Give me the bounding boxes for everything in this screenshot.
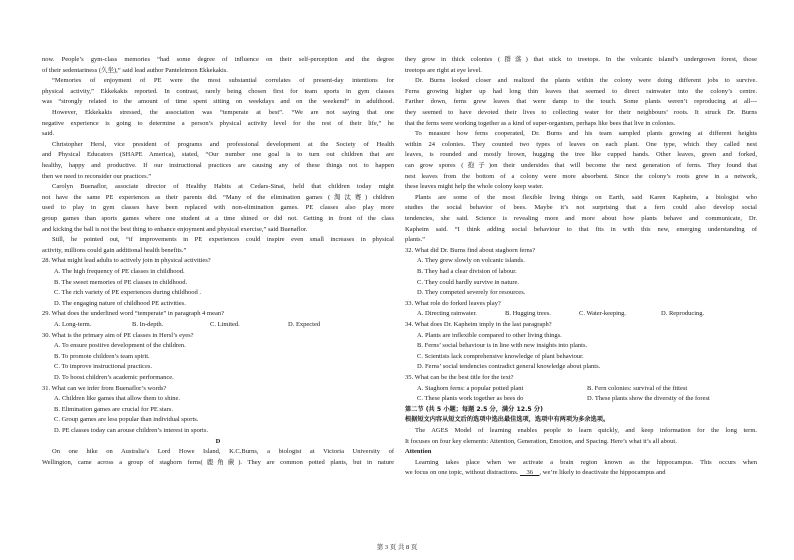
paragraph-line: activity, millions could gain additional health benefits.” — [42, 246, 187, 254]
answer-option: D. The engaging nature of childhood PE activities. — [54, 299, 186, 307]
paragraph-line: now. People’s gym-class memories “had some degree of influence on their self-perception and the degree — [42, 56, 394, 63]
paragraph-line: nest leaves from the bottom of a colony were more absorbent. Since the colony’s roots grew in a network, — [405, 172, 757, 180]
answer-option: A. Children like games that allow them to shine. — [54, 395, 181, 403]
answer-option: D. These plants show the diversity of the forest — [587, 395, 710, 403]
paragraph-line: Learning takes place when we activate a brain region known as the hippocampus. This occurs when — [415, 458, 757, 466]
paragraph-line: then we need to reconsider our practices.” — [42, 172, 152, 180]
line-text: we focus on one topic, without distractions. — [405, 469, 519, 477]
paragraph-line: group games than sports games where one student at a time shined or did not. Getting in front of the class — [42, 215, 394, 222]
paragraph-line: Plants are some of the most flexible living things on Earth, said Karen Kapheim, a biologist who — [415, 193, 757, 201]
blank-36 — [520, 469, 540, 476]
question-stem: 34. What does Dr. Kapheim imply in the last paragraph? — [405, 321, 552, 328]
paragraph-line: Christopher Hersl, vice president of programs and professional development at the Society of Health — [52, 140, 394, 148]
question-stem: 35. What can be the best title for the text? — [405, 374, 514, 381]
answer-option: D. Ferns’ social tendencies contradict general knowledge about plants. — [417, 363, 601, 371]
paragraph-line: On one hike on Australia’s Lord Howe Island, K.C.Burns, a biologist at Victoria University of — [52, 448, 394, 456]
answer-option: D. They competed severely for resources. — [417, 289, 526, 297]
answer-option: B. Elimination games are crucial for PE stars. — [54, 405, 173, 413]
option-row — [405, 309, 757, 318]
answer-option: D. Expected — [288, 321, 321, 328]
answer-option: C. These plants work together as bees do — [417, 395, 524, 403]
paragraph-line: To measure how ferns cooperated, Dr. Burns and his team sampled plants growing at different heights — [415, 130, 757, 138]
answer-option: C. Group games are less popular than individual sports. — [54, 416, 199, 424]
option-row — [42, 320, 394, 329]
paragraph-line: treetops are right at eye level. — [405, 66, 482, 74]
answer-option: B. Ferns’ social behaviour is in line with new insights into plants. — [417, 342, 588, 350]
section-instructions: 根据短文内容从短文后的选项中选出最佳选项，选项中有两项为多余选项。 — [405, 416, 610, 424]
paragraph-line: can grow spores (孢子)on their undersides that will become the next generation of ferns. They found that — [405, 162, 757, 169]
line-text: , we’re likely to deactivate the hippocampus and — [539, 469, 666, 477]
answer-option: C. Water-keeping. — [579, 310, 627, 318]
answer-option: C. Limited. — [210, 321, 240, 328]
answer-option: B. To promote children’s team spirit. — [54, 352, 150, 360]
section-title: 第二节 (共 5 小题；每题 2.5 分，满分 12.5 分) — [405, 405, 543, 413]
subsection-heading: Attention — [405, 448, 432, 456]
question-stem: 28. What might lead adults to actively join in physical activities? — [42, 257, 211, 265]
answer-option: C. The rich variety of PE experiences during childhood . — [54, 289, 201, 297]
paragraph-line — [405, 468, 757, 477]
answer-option: A. To ensure positive development of the children. — [54, 342, 186, 350]
paragraph-line: physical activity,” Ekkekakis reported. In contrast, rarely being chosen first for team sports in gym classes — [42, 87, 394, 95]
option-row — [405, 384, 757, 393]
question-stem: 29. What does the underlined word “temperate” in paragraph 4 mean? — [42, 310, 224, 318]
paragraph-line: Still, he pointed out, “if improvements in PE experiences could inspire even small increases in physical — [52, 236, 394, 244]
paragraph-line: not have the same PE experiences as their parents did. “Many of the elimination games (淘汰赛) children — [42, 193, 394, 201]
paragraph-line: The AGES Model of learning enables people to learn quickly, and keep information for the long term. — [415, 427, 757, 434]
paragraph-line: Kapheim said. “I think adding social behaviour to that fits in with this new, emerging understanding of — [405, 225, 757, 233]
paragraph-line: It focuses on four key elements: Attention, Generation, Emotion, and Spacing. Here’s what it’s all about. — [405, 437, 677, 445]
paragraph-line: Ferns growing higher up had long thin leaves that seemed to direct rainwater into the colony’s centre. — [405, 87, 757, 95]
answer-option: C. To improve instructional practices. — [54, 363, 152, 371]
paragraph-line: negative experience is going to determine a person’s physical activity level for the rest of their life,” he — [42, 119, 394, 127]
answer-option: A. Plants are inflexible compared to other living things. — [417, 331, 562, 339]
paragraph-line: leaves, is rounded and mostly brown, hugging the tree like cupped hands. Other leaves, green and forked, — [405, 151, 757, 159]
answer-option: A. Long-term. — [54, 321, 92, 328]
paragraph-line: plants.” — [405, 236, 426, 244]
answer-option: B. They had a clear division of labour. — [417, 268, 517, 275]
answer-option: D. To boost children’s academic performance. — [54, 374, 174, 381]
option-row — [405, 394, 757, 403]
paragraph-line: “Memories of enjoyment of PE were the most substantial correlates of present-day intentions for — [52, 77, 394, 85]
paragraph-line: within 24 colonies. They counted two types of leaves on each plant. One type, which they called nest — [405, 140, 757, 148]
question-stem: 33. What role do forked leaves play? — [405, 299, 501, 307]
paragraph-line: However, Ekkekakis stressed, the association was “temperate at best”. “We are not saying that one — [52, 109, 394, 116]
question-stem: 31. What can we infer from Buenaflor’s words? — [42, 384, 167, 392]
paragraph-line: Carolyn Buenaflor, associate director of Healthy Habits at Cedars-Sinai, held that children today might — [52, 183, 394, 191]
paragraph-line: Farther down, ferns grew leaves that were damp to the touch. Some plants weren’t reproducing at all--- — [405, 98, 757, 106]
paragraph-line: of their sedentariness (久坐),” said lead author Panteleimon Ekkekakis. — [42, 66, 228, 74]
answer-option: A. They grew slowly on volcanic islands. — [417, 257, 525, 265]
question-stem: 30. What is the primary aim of PE classes in Hersl’s eyes? — [42, 331, 194, 339]
answer-option: A. Staghorn ferns: a popular potted plant — [417, 384, 524, 392]
question-stem: 32. What did Dr. Burns find about staghorn ferns? — [405, 246, 536, 254]
paragraph-line: that the ferns were working together as a kind of super-organism, perhaps like bees that live in colonies. — [405, 119, 676, 127]
answer-option: B. Hugging trees. — [505, 310, 551, 318]
answer-option: C. Scientists lack comprehensive knowledge of plant behaviour. — [417, 352, 584, 360]
answer-option: C. They could hardly survive in nature. — [417, 278, 520, 286]
paragraph-line: Dr. Burns looked closer and realized the plants within the colony were doing different jobs to survive. — [415, 77, 757, 85]
page-footer: 第 3 页 共 8 页 — [376, 544, 418, 551]
paragraph-line: and kicking the ball is not the best thing to enhance enjoyment and physical exercise,” said Buenaflor. — [42, 225, 308, 233]
paragraph-line: these leaves might help the whole colony keep water. — [405, 183, 544, 191]
section-heading: D — [215, 437, 221, 445]
paragraph-line: tendencies, she said. Science is revealing more and more about how plants behave and communicate, Dr. — [405, 215, 757, 222]
paragraph-line: used to play in gym classes have been replaced with non-elimination games. PE classes also play more — [42, 204, 394, 212]
answer-option: A. The high frequency of PE classes in childhood. — [54, 268, 185, 275]
paragraph-line: and Physical Educators (SHAPE America), stated, “Our number one goal is to turn out children that are — [42, 151, 394, 159]
answer-option: A. Directing rainwater. — [417, 310, 477, 318]
answer-option: D. PE classes today can arouse children’s interest in sports. — [54, 427, 208, 434]
paragraph-line: studies the social behavior of bees. Maybe it’s not surprising that a fern could also develop social — [405, 204, 757, 212]
paragraph-line: healthy, happy and productive. If our instructional practices are causing any of these things not to happen — [42, 162, 394, 169]
paragraph-line: was “strongly related to the amount of time spent sitting on weekdays and on the weekend” in adulthood. — [42, 98, 394, 106]
paragraph-line: Wellington, came across a group of staghorn ferns(鹿角蕨). They are common potted plants, but in nature — [42, 458, 394, 466]
answer-option: D. Reproducing. — [661, 310, 705, 318]
answer-option: B. The sweet memories of PE classes in childhood. — [54, 278, 188, 286]
paragraph-line: they seemed to have devoted their lives to collecting water for their neighbours’ roots. It struck Dr. Burns — [405, 109, 757, 116]
blank-number: 36 — [526, 469, 533, 477]
paragraph-line: said. — [42, 130, 55, 138]
paragraph-line: they grow in thick colonies (群落) that stick to treetops. In the volcanic island’s undergrown forest, those — [405, 56, 757, 63]
answer-option: B. In-depth. — [132, 321, 164, 328]
answer-option: B. Fern colonies: survival of the fittest — [587, 384, 688, 392]
